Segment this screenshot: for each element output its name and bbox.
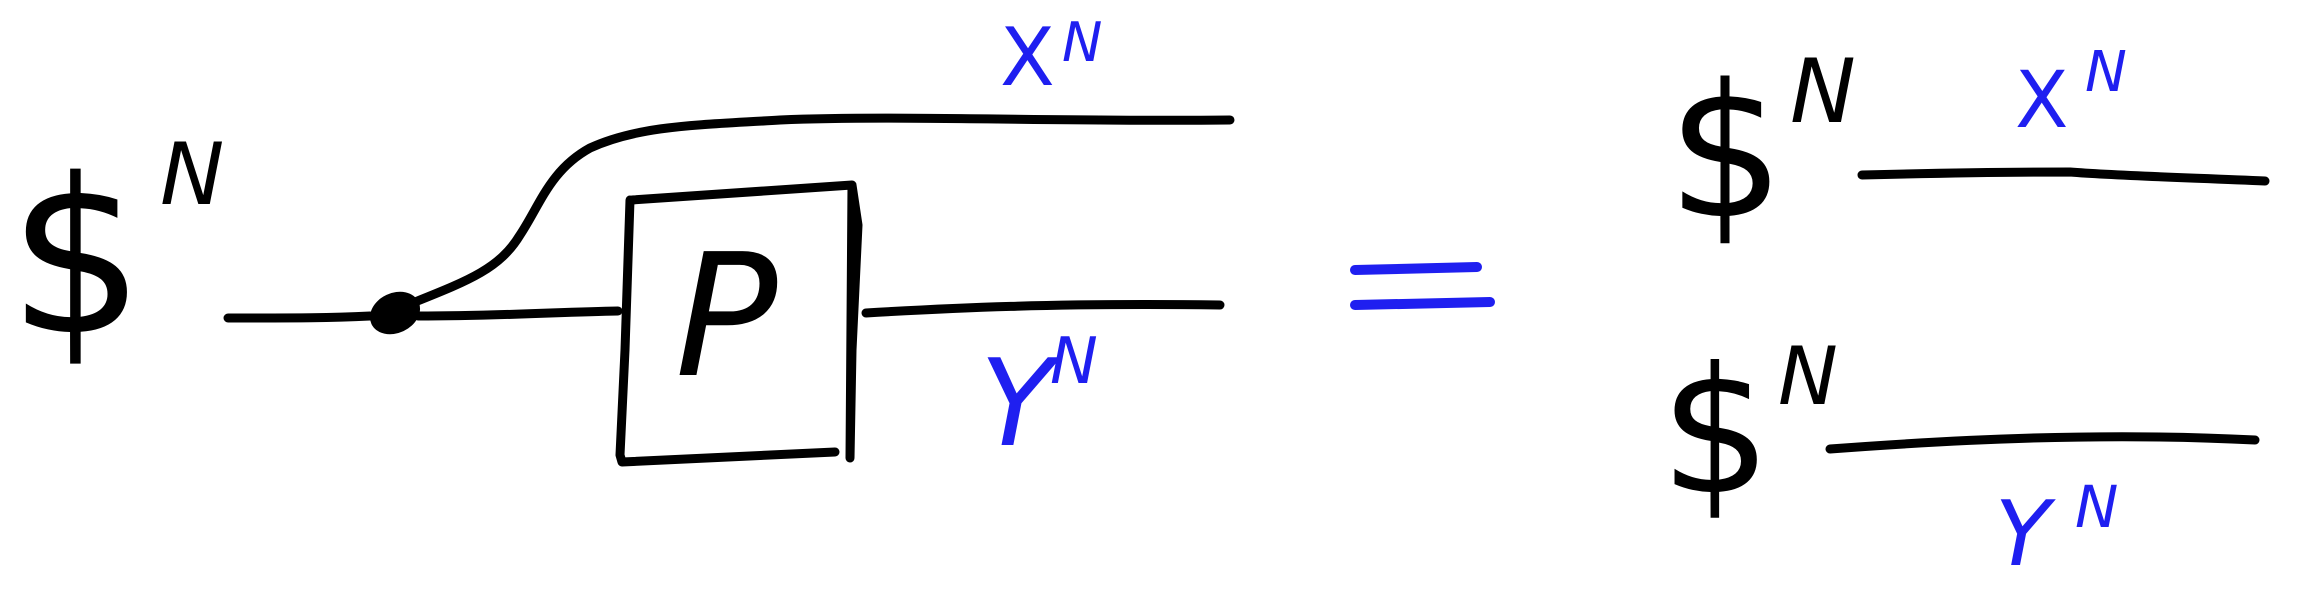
equals-sign-top xyxy=(1355,267,1477,270)
equals-sign-bottom xyxy=(1355,302,1490,305)
right-bottom-wire-exponent: N xyxy=(2075,473,2119,541)
box-label: P xyxy=(675,218,778,416)
right-top-symbol: $ xyxy=(1667,44,1785,260)
top-output-exponent: N xyxy=(1062,11,1103,74)
right-bottom-wire-label: Y xyxy=(1995,482,2050,587)
top-output-label: X xyxy=(1000,11,1055,104)
bottom-output-exponent: N xyxy=(1050,325,1098,399)
left-source-symbol: $ xyxy=(8,132,145,383)
right-bottom-wire xyxy=(1830,437,2255,449)
box-output-wire xyxy=(866,305,1220,313)
right-bottom-exponent: N xyxy=(1778,330,1838,423)
node-to-box-wire xyxy=(418,311,618,316)
bottom-output-label: Y xyxy=(980,335,1054,474)
input-wire xyxy=(228,316,370,318)
right-top-wire-exponent: N xyxy=(2085,40,2127,105)
equals-sign xyxy=(1395,240,1403,250)
top-branch-wire xyxy=(415,118,1230,302)
right-top-wire-label: X xyxy=(2015,56,2069,146)
right-bottom-symbol: $ xyxy=(1660,331,1772,534)
left-source-exponent: N xyxy=(160,125,225,225)
right-top-exponent: N xyxy=(1790,40,1856,143)
right-top-wire xyxy=(1862,172,2265,181)
